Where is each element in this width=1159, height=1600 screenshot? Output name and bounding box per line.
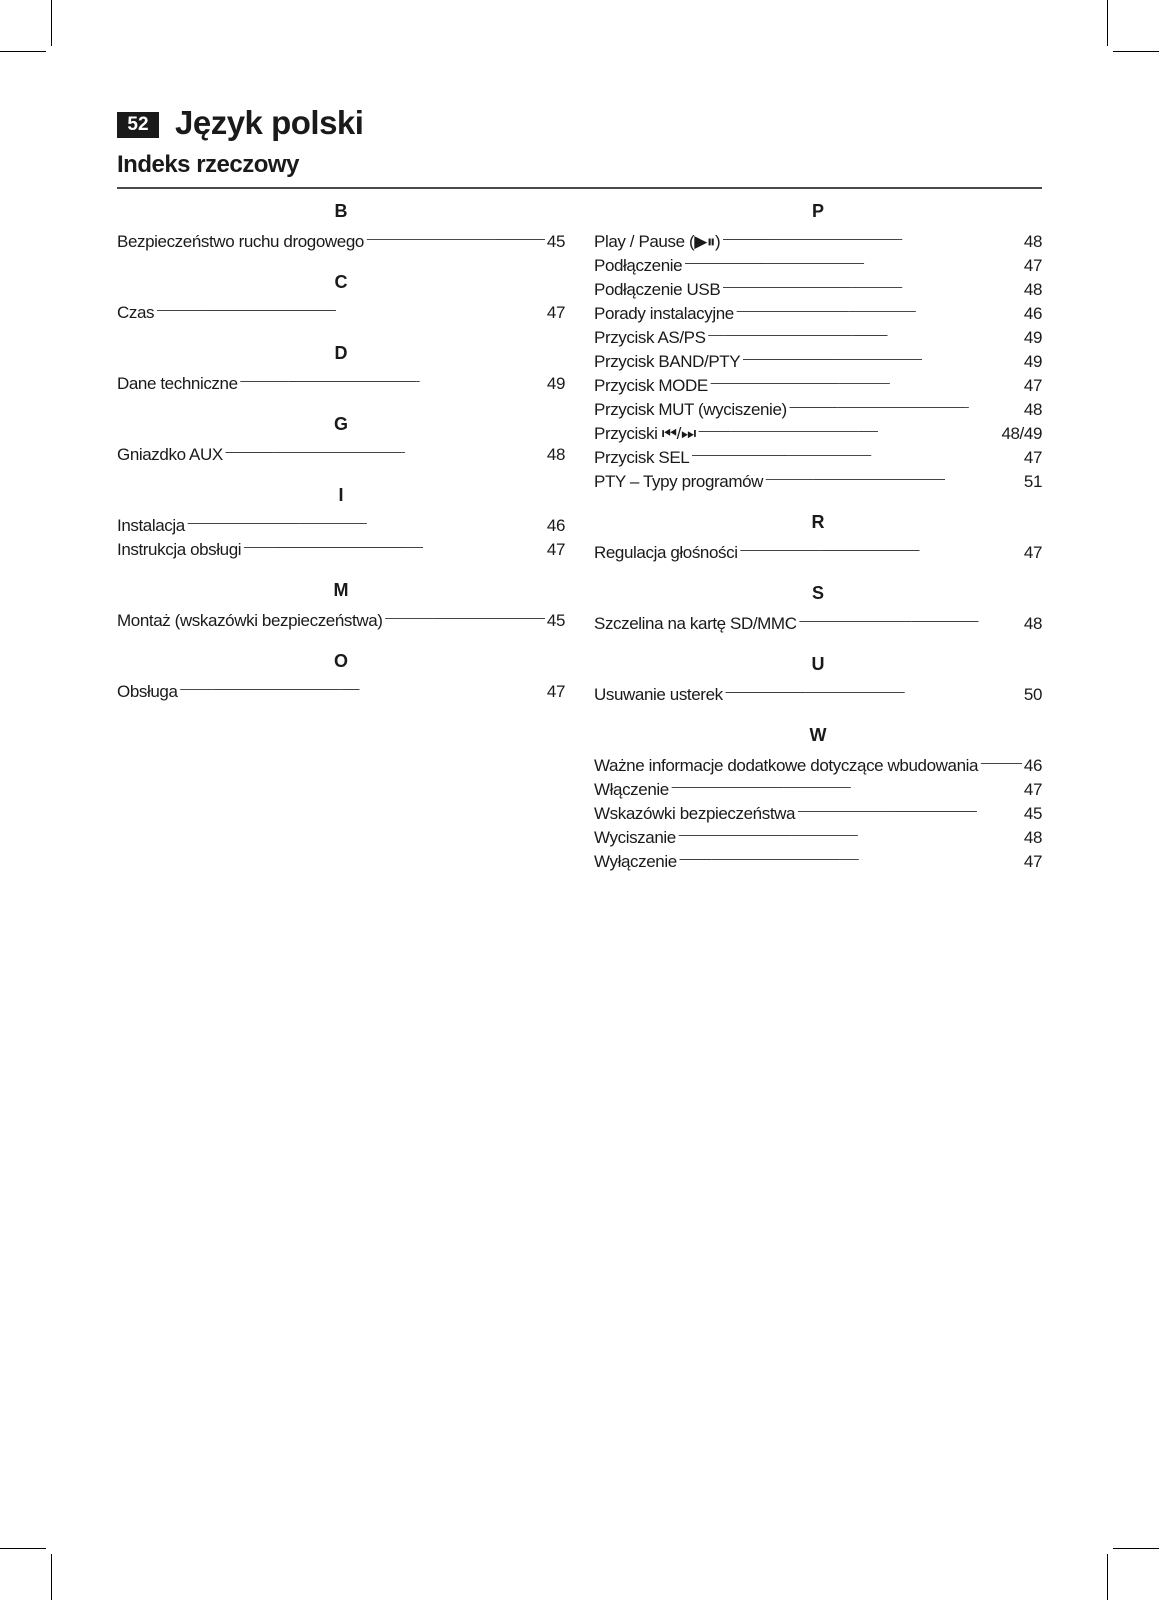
index-column-left	[117, 199, 565, 720]
index-group	[117, 270, 565, 322]
index-group	[117, 199, 565, 251]
dot-leader	[225, 436, 545, 460]
dot-leader	[740, 534, 1022, 558]
crop-mark	[1113, 1548, 1159, 1549]
dot-leader	[385, 602, 545, 626]
language-title: Język polski	[175, 104, 364, 141]
index-entry	[594, 534, 1042, 562]
index-entry-term: Instrukcja obsługi	[117, 540, 242, 559]
dot-leader	[366, 223, 545, 247]
index-entry-page: 51	[1023, 472, 1042, 491]
index-entry	[117, 223, 565, 251]
page-header	[117, 104, 363, 142]
index-entry-term: Przycisk BAND/PTY	[594, 352, 741, 371]
index-entry-term: Włączenie	[594, 780, 669, 799]
index-entry-term: Szczelina na kartę SD/MMC	[594, 614, 797, 633]
index-entry-page: 47	[1023, 448, 1042, 467]
index-entry-page: 47	[1023, 780, 1042, 799]
index-entry-term: Podłączenie USB	[594, 280, 721, 299]
index-letter-heading: G	[333, 414, 348, 434]
crop-mark	[1113, 51, 1159, 52]
dot-leader	[736, 295, 1022, 319]
index-letter-heading: M	[333, 580, 349, 600]
index-entry-page: 46	[546, 516, 565, 535]
dot-leader	[799, 605, 1022, 629]
index-entry-term: Bezpieczeństwo ruchu drogowego	[117, 232, 364, 251]
index-entry	[594, 605, 1042, 633]
index-group	[594, 581, 1042, 633]
index-entry-page: 48	[1023, 232, 1042, 251]
index-entry	[117, 602, 565, 630]
dot-leader	[722, 223, 1022, 247]
dot-leader	[708, 319, 1022, 343]
crop-mark	[1107, 1554, 1108, 1600]
index-entry-page: 47	[1023, 852, 1042, 871]
index-entry	[594, 676, 1042, 704]
index-entry	[117, 507, 565, 535]
dot-leader	[710, 367, 1022, 391]
index-entry-page: 47	[1023, 376, 1042, 395]
index-letter-heading: P	[811, 201, 824, 221]
index-entry-term: Usuwanie usterek	[594, 685, 723, 704]
index-group	[117, 578, 565, 630]
page-number-badge: 52	[117, 112, 159, 138]
dot-leader	[180, 673, 545, 697]
dot-leader	[698, 415, 1000, 439]
index-group	[117, 341, 565, 393]
index-entry-page: 46	[1023, 756, 1042, 775]
crop-mark	[51, 1554, 52, 1600]
index-entry-page: 48	[1023, 280, 1042, 299]
index-letter-heading: I	[338, 485, 344, 505]
header-divider	[117, 187, 1042, 189]
crop-mark	[51, 0, 52, 46]
index-entry-page: 49	[1023, 328, 1042, 347]
index-entry-term: Regulacja głośności	[594, 543, 738, 562]
dot-leader	[797, 795, 1022, 819]
index-entry	[594, 223, 1042, 251]
index-entry-term: Przycisk MODE	[594, 376, 708, 395]
index-entry	[117, 673, 565, 701]
dot-leader	[765, 463, 1022, 487]
index-letter-heading: S	[811, 583, 824, 603]
index-entry-page: 48	[1023, 614, 1042, 633]
index-entry	[117, 436, 565, 464]
index-entry-page: 45	[1023, 804, 1042, 823]
index-group	[117, 412, 565, 464]
crop-mark	[1107, 0, 1108, 46]
index-entry-page: 49	[546, 374, 565, 393]
index-entry-term: Wskazówki bezpieczeństwa	[594, 804, 796, 823]
index-entry-term: Montaż (wskazówki bezpieczeństwa)	[117, 611, 383, 630]
index-entry-page: 48	[546, 445, 565, 464]
index-group	[117, 483, 565, 559]
dot-leader	[722, 271, 1022, 295]
dot-leader	[671, 771, 1022, 795]
index-entry-term: Gniazdko AUX	[117, 445, 223, 464]
index-entry-page: 47	[1023, 256, 1042, 275]
index-group	[594, 652, 1042, 704]
index-entry	[117, 365, 565, 393]
dot-leader	[789, 391, 1022, 415]
index-entry-term: Przyciski ⏮/⏭	[594, 424, 696, 443]
index-letter-heading: D	[334, 343, 348, 363]
index-entry-term: Obsługa	[117, 682, 178, 701]
index-group	[594, 199, 1042, 491]
dot-leader	[678, 819, 1022, 843]
dot-leader	[243, 531, 545, 555]
dot-leader	[725, 676, 1022, 700]
index-entry-page: 48	[1023, 828, 1042, 847]
index-entry-page: 45	[546, 611, 565, 630]
index-entry-term: Play / Pause (▶⏸)	[594, 232, 721, 251]
index-letter-heading: C	[334, 272, 348, 292]
dot-leader	[156, 294, 545, 318]
index-group	[594, 510, 1042, 562]
index-entry-page: 45	[546, 232, 565, 251]
index-entry-term: Przycisk MUT (wyciszenie)	[594, 400, 787, 419]
index-entry	[594, 747, 1042, 775]
index-entry-term: Wyłączenie	[594, 852, 677, 871]
index-entry-page: 46	[1023, 304, 1042, 323]
dot-leader	[240, 365, 545, 389]
index-column-right	[594, 199, 1042, 890]
dot-leader	[679, 843, 1022, 867]
dot-leader	[980, 747, 1022, 771]
index-entry-term: Przycisk AS/PS	[594, 328, 706, 347]
dot-leader	[187, 507, 545, 531]
index-entry-page: 47	[546, 303, 565, 322]
index-entry-term: Instalacja	[117, 516, 185, 535]
index-entry-page: 47	[546, 682, 565, 701]
dot-leader	[684, 247, 1022, 271]
index-entry-term: Ważne informacje dodatkowe dotyczące wbudowania	[594, 756, 979, 775]
index-entry-page: 50	[1023, 685, 1042, 704]
index-group	[594, 723, 1042, 871]
index-entry-page: 47	[546, 540, 565, 559]
index-entry-page: 48	[1023, 400, 1042, 419]
index-letter-heading: U	[811, 654, 825, 674]
index-entry-term: Porady instalacyjne	[594, 304, 734, 323]
index-group	[117, 649, 565, 701]
index-entry-term: Dane techniczne	[117, 374, 238, 393]
index-entry-page: 48/49	[1001, 424, 1042, 443]
index-entry-page: 47	[1023, 543, 1042, 562]
index-letter-heading: W	[809, 725, 827, 745]
index-entry-term: Przycisk SEL	[594, 448, 690, 467]
index-entry-page: 49	[1023, 352, 1042, 371]
crop-mark	[0, 1548, 46, 1549]
index-letter-heading: O	[333, 651, 348, 671]
index-entry-term: Podłączenie	[594, 256, 683, 275]
index-letter-heading: R	[811, 512, 825, 532]
dot-leader	[691, 439, 1022, 463]
index-entry-term: Czas	[117, 303, 155, 322]
dot-leader	[742, 343, 1022, 367]
section-title: Indeks rzeczowy	[117, 151, 299, 178]
index-entry-term: PTY – Typy programów	[594, 472, 764, 491]
index-entry	[117, 294, 565, 322]
index-entry-term: Wyciszanie	[594, 828, 676, 847]
crop-mark	[0, 51, 46, 52]
index-letter-heading: B	[334, 201, 348, 221]
